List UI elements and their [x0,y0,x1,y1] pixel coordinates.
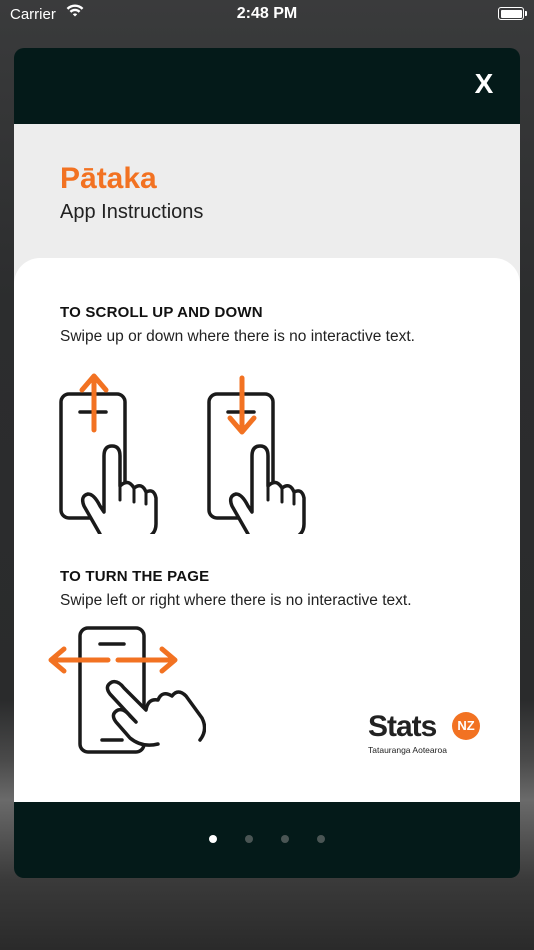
phone-swipe-horizontal-icon [46,622,206,756]
page-dot-4[interactable] [317,835,325,843]
page-indicator [14,835,520,855]
carrier-label: Carrier [10,6,56,23]
scroll-section-title: TO SCROLL UP AND DOWN [60,304,263,321]
status-bar [0,0,534,28]
page-turn-section-description: Swipe left or right where there is no interactive text. [60,592,412,609]
instructions-card [14,258,520,802]
page-dot-1[interactable] [209,835,217,843]
status-time: 2:48 PM [236,5,298,22]
brand-title: Pātaka [60,162,157,195]
logo-wordmark: Stats [368,710,437,743]
stats-nz-logo [368,710,484,760]
page-subtitle: App Instructions [60,201,204,223]
instructions-modal [14,48,520,878]
phone-scroll-up-icon [54,364,164,534]
close-icon[interactable]: X [474,68,494,99]
page-dot-2[interactable] [245,835,253,843]
close-button[interactable] [470,70,498,98]
phone-scroll-down-icon [202,364,312,534]
logo-badge: NZ [452,712,480,740]
scroll-section-description: Swipe up or down where there is no interactive text. [60,328,415,345]
page-turn-section-title: TO TURN THE PAGE [60,568,210,585]
battery-icon [498,7,524,20]
page-dot-3[interactable] [281,835,289,843]
logo-tagline: Tatauranga Aotearoa [368,745,447,755]
